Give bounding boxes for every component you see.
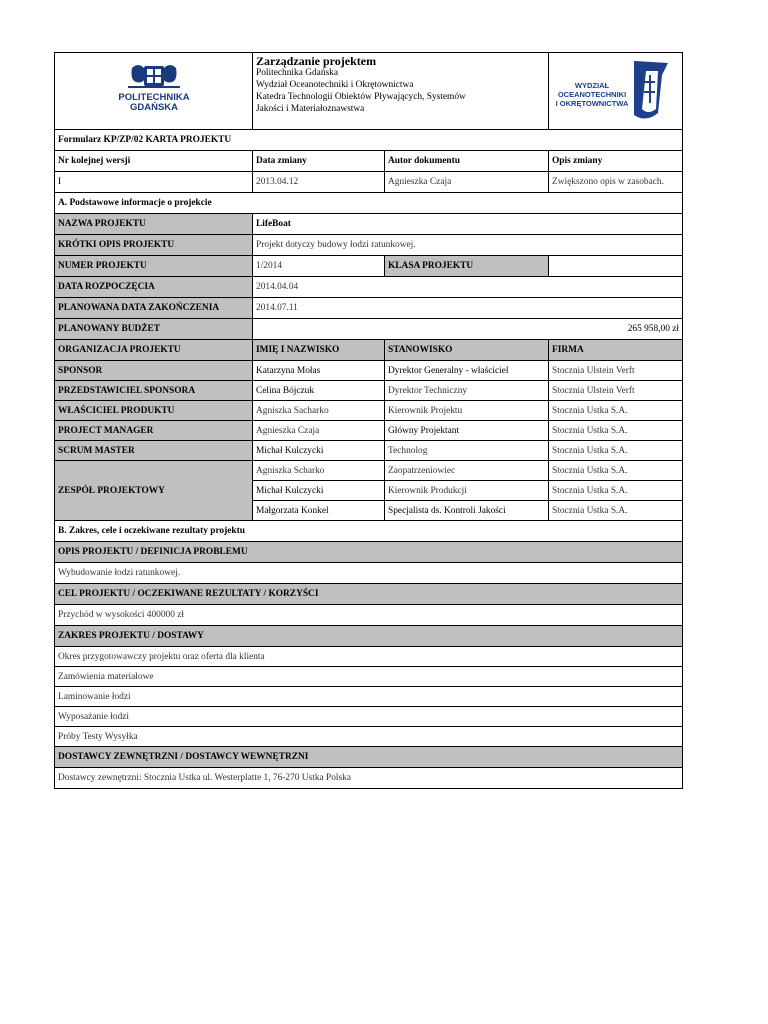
org-header: FIRMA [549,340,683,361]
org-role: SCRUM MASTER [55,441,253,461]
org-row [55,401,683,421]
org-header: STANOWISKO [385,340,549,361]
pg-logo-line1: POLITECHNIKA [117,92,190,103]
project-goal-value: Przychód w wysokości 400000 zł [55,605,683,626]
short-desc-label: KRÓTKI OPIS PROJEKTU [55,235,253,256]
budget-value: 265 958,00 zł [253,319,683,340]
org-company: Stocznia Ulstein Verft [549,361,683,381]
org-row [55,361,683,381]
org-role: PRZEDSTAWICIEL SPONSORA [55,381,253,401]
form-title: Formularz KP/ZP/02 KARTA PROJEKTU [55,130,683,151]
org-person: Celina Bójczuk [253,381,385,401]
org-role: WŁAŚCICIEL PRODUKTU [55,401,253,421]
suppliers-label: DOSTAWCY ZEWNĘTRZNI / DOSTAWCY WEWNĘTRZNI [55,747,683,768]
scope-item: Zamówienia materiałowe [55,667,683,687]
end-date-value: 2014.07.11 [253,298,683,319]
team-position: Zaopatrzeniowiec [385,461,549,481]
project-number-label: NUMER PROJEKTU [55,256,253,277]
project-class-label: KLASA PROJEKTU [385,256,549,277]
scope-item: Okres przygotowawczy projektu oraz oferta dla klienta [55,647,683,667]
team-label: ZESPÓŁ PROJEKTOWY [55,461,253,521]
org-row [55,421,683,441]
org-person: Agniszka Sacharko [253,401,385,421]
short-desc-value: Projekt dotyczy budowy łodzi ratunkowej. [253,235,683,256]
form-table [54,52,683,789]
start-date-value: 2014.04.04 [253,277,683,298]
budget-label: PLANOWANY BUDŻET [55,319,253,340]
header-title-block [253,53,549,130]
project-class-value [549,256,683,277]
pg-logo [55,53,253,130]
faculty-logo-line3: I OKRĘTOWNICTWA [555,99,628,108]
project-name-value: LifeBoat [253,214,683,235]
org-position: Kierownik Projektu [385,401,549,421]
header-line: Politechnika Gdańska [256,68,339,78]
org-position: Technolog [385,441,549,461]
org-header: IMIĘ I NAZWISKO [253,340,385,361]
version-author: Agnieszka Czaja [385,172,549,193]
project-goal-label: CEL PROJEKTU / OCZEKIWANE REZULTATY / KORZYŚCI [55,584,683,605]
section-b-title: B. Zakres, cele i oczekiwane rezultaty projektu [55,521,683,542]
scope-item: Próby Testy Wysyłka [55,727,683,747]
project-desc-label: OPIS PROJEKTU / DEFINICJA PROBLEMU [55,542,683,563]
scope-item: Wyposażanie łodzi [55,707,683,727]
version-number: I [55,172,253,193]
team-position: Specjalista ds. Kontroli Jakości [385,501,549,521]
team-company: Stocznia Ustka S.A. [549,461,683,481]
org-company: Stocznia Ulstein Verft [549,381,683,401]
org-person: Michał Kulczycki [253,441,385,461]
scope-item: Laminowanie łodzi [55,687,683,707]
version-description: Zwiększono opis w zasobach. [549,172,683,193]
version-header: Opis zmiany [549,151,683,172]
org-position: Dyrektor Generalny - właściciel [385,361,549,381]
org-row [55,381,683,401]
version-header: Autor dokumentu [385,151,549,172]
start-date-label: DATA ROZPOCZĘCIA [55,277,253,298]
org-person: Agnieszka Czaja [253,421,385,441]
project-card-form [54,52,682,789]
faculty-logo-line1: WYDZIAŁ [574,81,609,90]
version-header: Nr kolejnej wersji [55,151,253,172]
project-desc-value: Wybudowanie łodzi ratunkowej. [55,563,683,584]
team-person: Agniszka Scharko [253,461,385,481]
faculty-logo-line2: OCEANOTECHNIKI [557,90,626,99]
pg-emblem-icon [94,56,214,126]
page-title: Zarządzanie projektem [256,54,377,68]
team-person: Michał Kulczycki [253,481,385,501]
team-position: Kierownik Produkcji [385,481,549,501]
suppliers-value: Dostawcy zewnętrzni: Stocznia Ustka ul. Westerplatte 1, 76-270 Ustka Polska [55,768,683,789]
faculty-emblem-icon [550,53,682,129]
version-header: Data zmiany [253,151,385,172]
org-header: ORGANIZACJA PROJEKTU [55,340,253,361]
org-person: Katarzyna Mołas [253,361,385,381]
project-number-value: 1/2014 [253,256,385,277]
team-company: Stocznia Ustka S.A. [549,481,683,501]
org-company: Stocznia Ustka S.A. [549,401,683,421]
end-date-label: PLANOWANA DATA ZAKOŃCZENIA [55,298,253,319]
org-role: PROJECT MANAGER [55,421,253,441]
version-date: 2013.04.12 [253,172,385,193]
team-row [55,461,683,481]
team-person: Małgorzata Konkel [253,501,385,521]
team-company: Stocznia Ustka S.A. [549,501,683,521]
section-a-title: A. Podstawowe informacje o projekcie [55,193,683,214]
org-company: Stocznia Ustka S.A. [549,421,683,441]
header-line: Wydział Oceanotechniki i Okrętownictwa [256,80,414,90]
org-row [55,441,683,461]
project-name-label: NAZWA PROJEKTU [55,214,253,235]
org-position: Dyrektor Techniczny [385,381,549,401]
org-position: Główny Projektant [385,421,549,441]
pg-logo-line2: GDAŃSKA [129,102,178,113]
project-scope-label: ZAKRES PROJEKTU / DOSTAWY [55,626,683,647]
org-company: Stocznia Ustka S.A. [549,441,683,461]
faculty-logo [549,53,683,130]
header-line: Katedra Technologii Obiektów Pływających, Systemów [256,92,466,102]
org-role: SPONSOR [55,361,253,381]
header-line: Jakości i Materiałoznawstwa [256,104,365,114]
